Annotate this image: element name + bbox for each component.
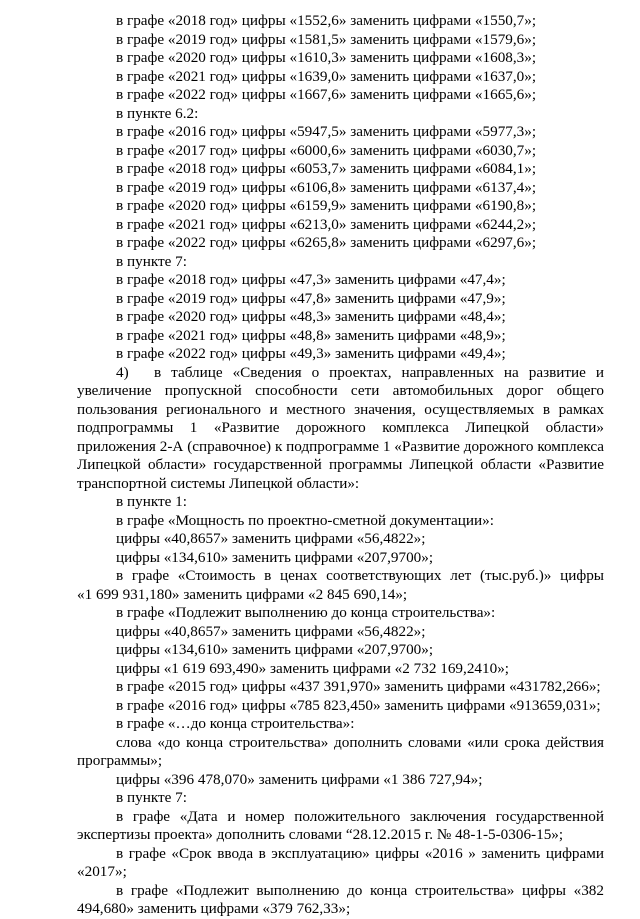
line-text: в графе «Подлежит выполнению до конца строительства» цифры «382 — [116, 881, 604, 899]
line-text: в графе «2020 год» цифры «48,3» заменить цифрами «48,4»; — [116, 308, 506, 325]
text-line — [0, 160, 640, 179]
text-line — [0, 123, 640, 142]
line-text: в графе «2019 год» цифры «1581,5» заменить цифрами «1579,6»; — [116, 30, 537, 48]
line-text: в графе «Дата и номер положительного заключения государственной — [116, 807, 604, 825]
line-text: «1 699 931,180» заменить цифрами «2 845 690,14»; — [77, 585, 408, 603]
line-text: в графе «2022 год» цифры «6265,8» заменить цифрами «6297,6»; — [116, 234, 537, 251]
line-text: в графе «2022 год» цифры «49,3» заменить цифрами «49,4»; — [116, 345, 506, 362]
text-line — [0, 900, 640, 919]
list-number: 4) — [116, 363, 129, 381]
line-text: в графе «2018 год» цифры «1552,6» заменить цифрами «1550,7»; — [116, 12, 537, 29]
text-line — [0, 863, 640, 882]
text-line — [0, 12, 640, 31]
line-text: в графе «Мощность по проектно-сметной документации»: — [116, 511, 494, 529]
text-line — [0, 179, 640, 198]
line-text: цифры «1 619 693,490» заменить цифрами «2 732 169,2410»; — [116, 659, 510, 677]
line-text: в графе «2019 год» цифры «47,8» заменить цифрами «47,9»; — [116, 289, 506, 307]
line-text: в графе «2015 год» цифры «437 391,970» заменить цифрами «431782,266»; — [116, 678, 601, 695]
line-text: программы»; — [77, 752, 163, 769]
line-text: транспортной системы Липецкой области»: — [77, 474, 360, 492]
text-line — [0, 253, 640, 272]
text-line — [0, 789, 640, 808]
line-text: в графе «2017 год» цифры «6000,6» заменить цифрами «6030,7»; — [116, 141, 537, 159]
line-text: цифры «40,8657» заменить цифрами «56,4822»; — [116, 622, 426, 640]
text-line — [0, 142, 640, 161]
line-text: в пункте 7: — [116, 252, 187, 270]
line-text: в графе «2016 год» цифры «5947,5» заменить цифрами «5977,3»; — [116, 123, 537, 140]
text-line — [0, 197, 640, 216]
line-text: в графе «2022 год» цифры «1667,6» заменить цифрами «1665,6»; — [116, 86, 537, 103]
line-text: в графе «2019 год» цифры «6106,8» заменить цифрами «6137,4»; — [116, 178, 537, 196]
line-text: в графе «2021 год» цифры «6213,0» заменить цифрами «6244,2»; — [116, 215, 537, 233]
text-line — [0, 382, 640, 401]
text-line — [0, 456, 640, 475]
text-line — [0, 345, 640, 364]
line-text: в графе «Подлежит выполнению до конца строительства»: — [116, 604, 496, 621]
text-line — [0, 493, 640, 512]
line-text: цифры «396 478,070» заменить цифрами «1 386 727,94»; — [116, 770, 483, 788]
text-line — [0, 734, 640, 753]
text-line — [0, 401, 640, 420]
line-text: приложения 2-А (справочное) к подпрограмме 1 «Развитие дорожного комплекса — [77, 437, 604, 455]
text-line — [0, 512, 640, 531]
text-line — [0, 771, 640, 790]
text-line — [0, 327, 640, 346]
text-line — [0, 31, 640, 50]
text-line — [0, 678, 640, 697]
line-text: увеличение пропускной способности сети автомобильных дорог общего — [77, 382, 604, 399]
line-text: в графе «2021 год» цифры «48,8» заменить цифрами «48,9»; — [116, 326, 506, 344]
line-text: в графе «2016 год» цифры «785 823,450» заменить цифрами «913659,031»; — [116, 696, 601, 714]
text-line — [0, 715, 640, 734]
text-line — [0, 234, 640, 253]
line-text: в таблице «Сведения о проектах, направленных на развитие и — [154, 363, 604, 381]
line-text: в графе «2018 год» цифры «47,3» заменить цифрами «47,4»; — [116, 271, 506, 288]
text-line — [0, 105, 640, 124]
line-text: «2017»; — [77, 863, 127, 880]
text-line — [0, 438, 640, 457]
text-line — [0, 419, 640, 438]
text-line — [0, 364, 640, 383]
text-line — [0, 49, 640, 68]
line-text: в графе «Срок ввода в эксплуатацию» цифры «2016 » заменить цифрами — [116, 844, 604, 862]
text-line — [0, 623, 640, 642]
line-text: экспертизы проекта» дополнить словами “28.12.2015 г. № 48-1-5-0306-15»; — [77, 826, 564, 843]
text-line — [0, 549, 640, 568]
text-line — [0, 290, 640, 309]
line-text: в графе «2020 год» цифры «1610,3» заменить цифрами «1608,3»; — [116, 49, 537, 66]
line-text: в графе «2018 год» цифры «6053,7» заменить цифрами «6084,1»; — [116, 160, 537, 177]
line-text: в пункте 7: — [116, 789, 187, 806]
line-text: в пункте 1: — [116, 493, 187, 510]
text-line — [0, 604, 640, 623]
line-text: 494,680» заменить цифрами «379 762,33»; — [77, 900, 351, 917]
text-line — [0, 68, 640, 87]
line-text: в графе «Стоимость в ценах соответствующих лет (тыс.руб.)» цифры — [116, 567, 604, 584]
text-line — [0, 752, 640, 771]
text-line — [0, 271, 640, 290]
line-text: подпрограммы 1 «Развитие дорожного комплекса Липецкой области» — [77, 419, 604, 436]
text-line — [0, 586, 640, 605]
line-text: цифры «134,610» заменить цифрами «207,9700»; — [116, 548, 434, 566]
text-line — [0, 86, 640, 105]
text-line — [0, 308, 640, 327]
line-text: цифры «134,610» заменить цифрами «207,9700»; — [116, 641, 434, 658]
line-text: пользования регионального и местного значения, осуществляемых в рамках — [77, 400, 604, 418]
line-text: Липецкой области» государственной программы Липецкой области «Развитие — [77, 456, 604, 473]
text-line — [0, 826, 640, 845]
text-line — [0, 475, 640, 494]
text-line — [0, 808, 640, 827]
line-text: цифры «40,8657» заменить цифрами «56,4822»; — [116, 530, 426, 547]
text-line — [0, 845, 640, 864]
text-line — [0, 216, 640, 235]
text-line — [0, 882, 640, 901]
line-text: в пункте 6.2: — [116, 104, 199, 122]
line-text: слова «до конца строительства» дополнить словами «или срока действия — [116, 733, 604, 751]
line-text: в графе «2020 год» цифры «6159,9» заменить цифрами «6190,8»; — [116, 197, 537, 214]
line-text: в графе «…до конца строительства»: — [116, 715, 355, 732]
text-line — [0, 567, 640, 586]
text-line — [0, 530, 640, 549]
text-line — [0, 641, 640, 660]
text-line — [0, 697, 640, 716]
text-line — [0, 660, 640, 679]
line-text: в графе «2021 год» цифры «1639,0» заменить цифрами «1637,0»; — [116, 67, 537, 85]
